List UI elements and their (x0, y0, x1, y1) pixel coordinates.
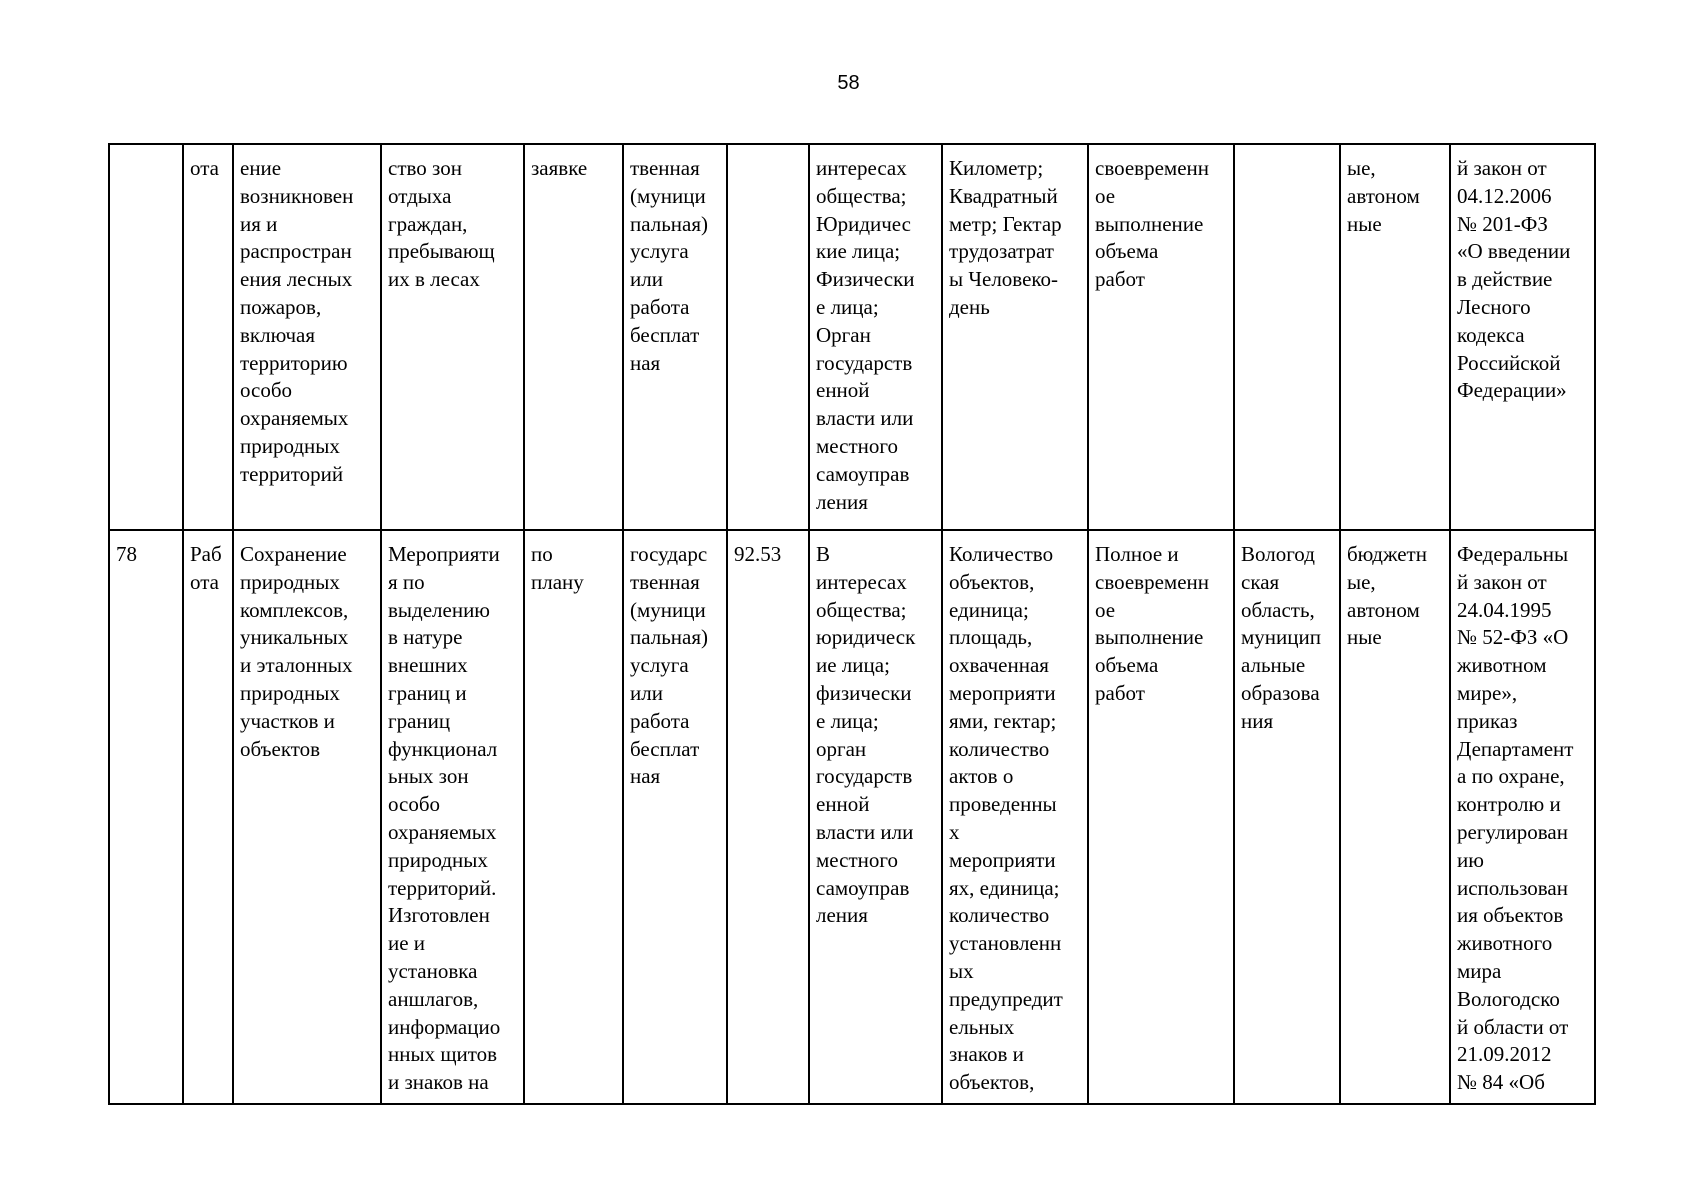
cell-code: 92.53 (727, 530, 809, 1104)
cell-name: ение возникновен ия и распростран ения лесных пожаров, включая территорию особо охраняемых природных территорий (233, 144, 381, 530)
cell-code (727, 144, 809, 530)
cell-number (109, 144, 183, 530)
page-number: 58 (837, 72, 860, 94)
cell-consumers: В интересах общества; юридическ ие лица; физически е лица; орган государств енной власти или местного самоуправ ления (809, 530, 942, 1104)
cell-quality: Полное и своевременн ое выполнение объема работ (1088, 530, 1234, 1104)
cell-institution-type: ые, автоном ные (1340, 144, 1450, 530)
cell-content: ство зон отдыха граждан, пребывающ их в лесах (381, 144, 524, 530)
cell-consumers: интересах общества; Юридичес кие лица; Физически е лица; Орган государств енной власти или местного самоуправ ления (809, 144, 942, 530)
table-row (109, 144, 1595, 530)
cell-number: 78 (109, 530, 183, 1104)
cell-type: ота (183, 144, 233, 530)
cell-institution-type: бюджетн ые, автоном ные (1340, 530, 1450, 1104)
cell-region (1234, 144, 1340, 530)
cell-kind: твенная (муници пальная) услуга или работа бесплат ная (623, 144, 727, 530)
registry-table (108, 143, 1596, 1105)
cell-type: Раб ота (183, 530, 233, 1104)
table-row (109, 530, 1595, 1104)
cell-indicators: Километр; Квадратный метр; Гектар трудозатрат ы Человеко- день (942, 144, 1088, 530)
cell-content: Мероприяти я по выделению в натуре внешних границ и границ функционал ьных зон особо охраняемых природных территорий. Изготовлен ие и установка аншлагов, информацио нных щитов и знаков на (381, 530, 524, 1104)
cell-legal-basis: Федеральны й закон от 24.04.1995 № 52-ФЗ «О животном мире», приказ Департамент а по охране, контролю и регулирован ию использован ия объектов животного мира Вологодско й области от 21.09.2012 № 84 «Об (1450, 530, 1595, 1104)
cell-kind: государс твенная (муници пальная) услуга или работа бесплат ная (623, 530, 727, 1104)
cell-indicators: Количество объектов, единица; площадь, охваченная мероприяти ями, гектар; количество актов о проведенны х мероприяти ях, единица; количество установленн ых предупредит ельных знаков и объектов, (942, 530, 1088, 1104)
cell-condition: заявке (524, 144, 623, 530)
cell-region: Вологод ская область, муницип альные образова ния (1234, 530, 1340, 1104)
cell-condition: по плану (524, 530, 623, 1104)
cell-legal-basis: й закон от 04.12.2006 № 201-ФЗ «О введении в действие Лесного кодекса Российской Федерации» (1450, 144, 1595, 530)
cell-quality: своевременн ое выполнение объема работ (1088, 144, 1234, 530)
cell-name: Сохранение природных комплексов, уникальных и эталонных природных участков и объектов (233, 530, 381, 1104)
